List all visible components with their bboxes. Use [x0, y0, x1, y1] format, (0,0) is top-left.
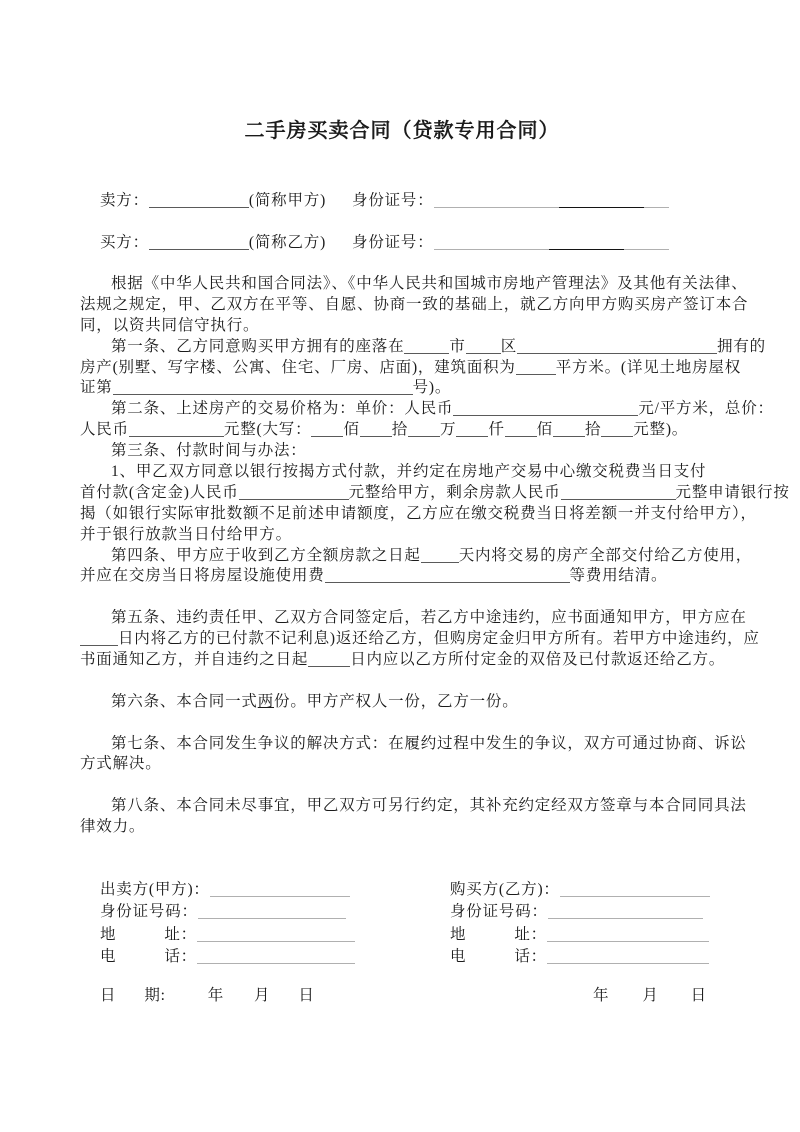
blank-field: [453, 415, 638, 416]
blank-field: [239, 499, 349, 500]
text-line: [80, 817, 770, 838]
text-line: [80, 587, 770, 608]
text-line: [80, 713, 770, 734]
spacer: [116, 999, 144, 1000]
text-run: 卖方：: [100, 192, 149, 209]
spacer: [466, 938, 514, 939]
text-run: 身份证号：: [352, 192, 434, 209]
blank-field: [149, 207, 249, 208]
text-run: 并于银行放款当日付给甲方。: [80, 525, 292, 543]
text-run: 身份证号码：: [450, 903, 548, 921]
text-run: 份。甲方产权人一份，乙方一份。: [274, 692, 519, 710]
text-run: 电: [100, 947, 117, 965]
text-run: 址：: [514, 925, 547, 943]
spacer: [116, 960, 164, 961]
seller-field: [80, 924, 450, 946]
text-run: 日内将乙方的已付款不记利息)返还给乙方，但购房定金归甲方所有。若甲方中途违约，应: [118, 630, 760, 648]
text-run: 书面通知乙方，并自违约之日起: [80, 651, 309, 669]
text-line: [80, 316, 770, 337]
text-run: 第五条、违约责任甲、乙双方合同签定后，若乙方中途违约，应书面通知甲方，甲方应在: [111, 609, 747, 627]
blank-field: [644, 207, 669, 208]
text-run: 根据《中华人民共和国合同法》、《中华人民共和国城市房地产管理法》及其他有关法律、: [111, 275, 748, 292]
spacer: [609, 999, 642, 1000]
text-run: 证第: [80, 379, 113, 397]
date-line: [80, 985, 770, 1007]
text-line: [80, 525, 770, 546]
text-line: [80, 734, 770, 755]
seller-field: [80, 901, 450, 923]
seller-field: [80, 879, 450, 901]
text-run: 拾: [391, 421, 408, 439]
blank-field: [129, 436, 224, 437]
text-line: [80, 441, 770, 462]
text-run: 话：: [164, 947, 197, 965]
text-run: 日: [298, 987, 315, 1005]
text-run: 期:: [144, 987, 166, 1005]
text-line: [80, 775, 770, 796]
blank-field: [197, 941, 355, 942]
spacer: [116, 938, 164, 939]
blank-field: [434, 207, 559, 208]
blank-field: [421, 562, 459, 563]
text-run: 天内将交易的房产全部交付给乙方使用，: [458, 546, 753, 564]
signature-row: [80, 879, 770, 901]
text-run: 同，以资共同信守执行。: [80, 316, 260, 334]
blank-field: [548, 918, 703, 919]
text-run: 1、甲乙双方同意以银行按揭方式付款，并约定在房地产交易中心缴交税费当日支付: [111, 463, 707, 481]
text-run: 话：: [514, 947, 547, 965]
text-run: 揭（如银行实际审批数额不足前述申请额度，乙方应在缴交税费当日将差额一并支付给甲方），: [80, 504, 757, 522]
text-run: 址：: [164, 925, 197, 943]
text-line: [80, 274, 770, 295]
text-run: 月: [254, 987, 271, 1005]
text-line: [80, 796, 770, 817]
text-run: 地: [450, 925, 467, 943]
text-run: 元/平方米，总价：: [638, 400, 774, 418]
spacer: [326, 204, 352, 205]
blank-field: [404, 353, 449, 354]
blank-field: [601, 436, 633, 437]
text-run: 日: [690, 987, 707, 1005]
buyer-field: [450, 946, 709, 968]
text-run: 平方米。(详见土地房屋权: [555, 358, 741, 376]
blank-field: [311, 436, 343, 437]
blank-field: [553, 436, 585, 437]
text-run: 日: [100, 987, 117, 1005]
text-run: 元整(大写：: [223, 421, 312, 439]
blank-field: [434, 249, 549, 250]
spacer: [466, 960, 514, 961]
text-line: [80, 295, 770, 316]
text-run: 市: [449, 337, 466, 355]
text-line: [80, 671, 770, 692]
text-run: 律效力。: [80, 818, 146, 836]
text-run: 仟: [488, 421, 505, 439]
blank-field: [360, 436, 392, 437]
text-run: 法规之规定，甲、乙双方在平等、自愿、协商一致的基础上，就乙方向甲方购买房产签订本合: [80, 295, 749, 313]
text-run: 第二条、上述房产的交易价格为：单价：人民币: [111, 400, 454, 418]
spacer: [270, 999, 298, 1000]
party-section: [80, 190, 770, 253]
text-line: [80, 462, 770, 483]
signature-row: [80, 924, 770, 946]
text-run: 第一条、乙方同意购买甲方拥有的座落在: [111, 337, 405, 355]
text-run: 首付款(含定金)人民币: [80, 483, 239, 501]
blank-field: [560, 896, 710, 897]
blank-field: [197, 963, 355, 964]
text-run: 出卖方(甲方)：: [100, 881, 210, 899]
text-run: 身份证号码：: [100, 903, 198, 921]
text-line: [80, 546, 770, 567]
spacer: [659, 999, 691, 1000]
text-run: 元整给甲方，剩余房款人民币: [348, 483, 561, 501]
blank-field: [80, 645, 118, 646]
text-line: [80, 566, 770, 587]
blank-field: [517, 353, 717, 354]
text-run: 元整)。: [633, 421, 689, 439]
blank-field: [561, 499, 676, 500]
buyer-field: [450, 924, 709, 946]
signature-row: [80, 901, 770, 923]
text-line: [80, 358, 770, 379]
text-run: 月: [642, 987, 659, 1005]
spacer: [224, 999, 254, 1000]
signature-section: [80, 879, 770, 1007]
blank-field: [456, 436, 488, 437]
text-run: 年: [593, 987, 610, 1005]
text-run: 第八条、本合同未尽事宜，甲乙双方可另行约定，其补充约定经双方签章与本合同同具法: [111, 797, 747, 815]
text-run: 房产(别墅、写字楼、公寓、住宅、厂房、店面)，建筑面积为: [80, 358, 516, 376]
contract-body: [80, 274, 790, 838]
text-line: [80, 337, 770, 358]
spacer: [166, 999, 208, 1000]
text-run: 区: [500, 337, 518, 355]
text-run: 身份证号：: [352, 234, 434, 251]
text-line: [80, 232, 770, 253]
buyer-field: [450, 879, 710, 901]
blank-field: [549, 249, 624, 250]
seller-field: [80, 946, 450, 968]
blank-field: [547, 963, 709, 964]
text-run: 万: [440, 421, 457, 439]
text-run: 年: [207, 987, 225, 1005]
document-title: 二手房买卖合同（贷款专用合同）: [244, 120, 560, 142]
text-run: 第四条、甲方应于收到乙方全额房款之日起: [111, 546, 421, 564]
text-line: [80, 504, 770, 525]
blank-field: [113, 394, 413, 395]
blank-field: [547, 941, 709, 942]
blank-field: [149, 249, 249, 250]
text-run: 电: [450, 947, 467, 965]
text-run: 日内应以乙方所付定金的双倍及已付款返还给乙方。: [350, 651, 726, 669]
blank-field: [308, 666, 350, 667]
text-line: [80, 420, 770, 441]
blank-field: [516, 374, 556, 375]
text-run: 买方：: [100, 234, 149, 251]
text-run: 拥有的: [717, 337, 766, 355]
date-left: [80, 985, 450, 1007]
blank-field: [466, 353, 501, 354]
text-line: [80, 483, 790, 504]
text-run: 元整申请银行按: [675, 483, 790, 501]
text-run: 并应在交房当日将房屋设施使用费: [80, 567, 325, 585]
blank-field: [210, 896, 350, 897]
text-run: 购买方(乙方)：: [450, 881, 560, 899]
blank-field: [559, 207, 644, 208]
text-line: [80, 399, 774, 420]
text-line: [80, 608, 770, 629]
text-line: [80, 629, 770, 650]
text-run: 地: [100, 925, 117, 943]
spacer: [326, 246, 352, 247]
blank-field: [198, 918, 346, 919]
blank-field: [505, 436, 537, 437]
text-run: 人民币: [80, 421, 129, 439]
text-run: (简称乙方): [248, 234, 327, 251]
text-line: [80, 378, 770, 399]
text-line: [80, 754, 770, 775]
buyer-field: [450, 901, 703, 923]
text-run: 方式解决。: [80, 755, 162, 773]
underlined-text: 两: [257, 692, 275, 710]
text-line: [80, 692, 770, 713]
text-run: 佰: [536, 421, 553, 439]
blank-field: [408, 436, 440, 437]
text-run: 第七条、本合同发生争议的解决方式：在履约过程中发生的争议，双方可通过协商、诉讼: [111, 734, 747, 752]
text-run: 佰: [343, 421, 360, 439]
blank-field: [325, 582, 570, 583]
text-line: [80, 190, 770, 211]
text-run: 拾: [584, 421, 602, 439]
text-run: 第六条、本合同一式: [111, 692, 258, 710]
date-right: [450, 985, 707, 1007]
text-run: 号)。: [412, 379, 452, 397]
blank-field: [624, 249, 669, 250]
text-run: 第三条、付款时间与办法：: [111, 442, 307, 460]
signature-row: [80, 946, 770, 968]
text-run: (简称甲方): [248, 192, 327, 209]
text-line: [80, 650, 770, 671]
text-run: 等费用结清。: [569, 567, 668, 585]
